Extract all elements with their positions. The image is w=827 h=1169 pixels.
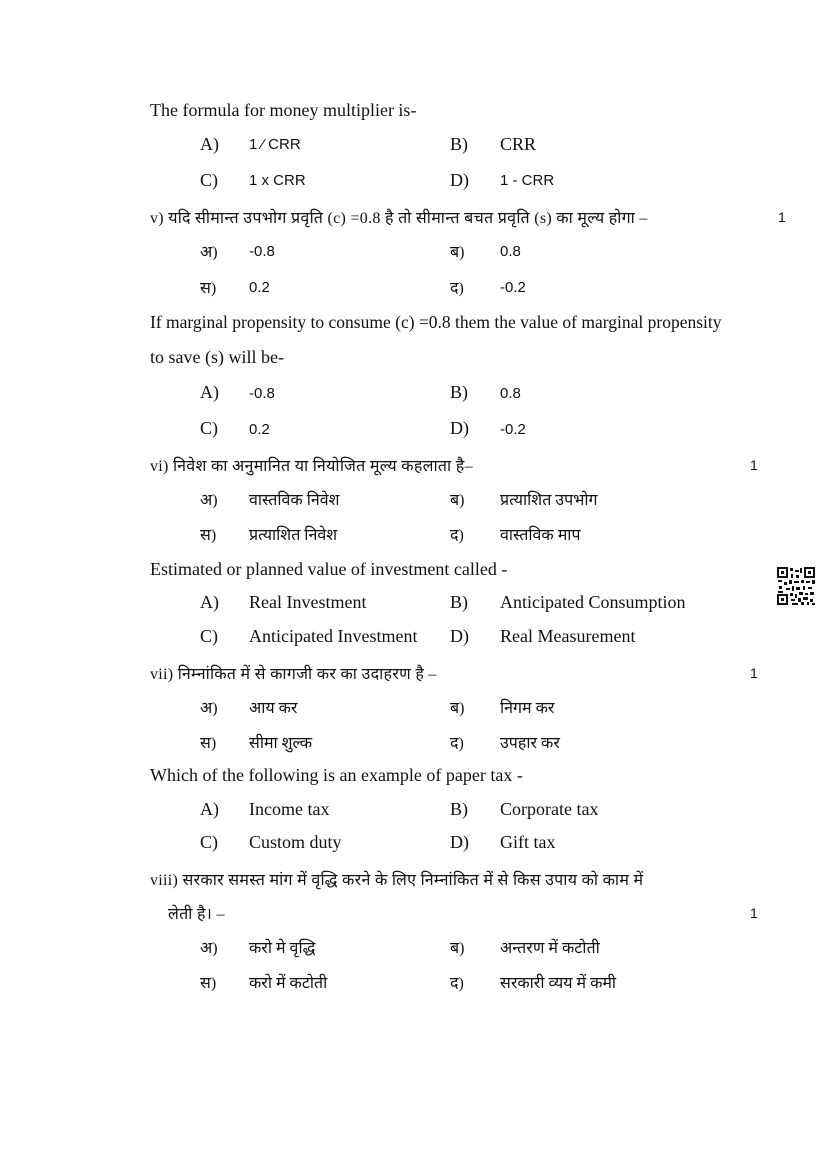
- option-text: प्रत्याशित निवेश: [249, 527, 338, 544]
- q5-en-stem-line2: to save (s) will be-: [150, 347, 284, 367]
- q6-hi-options-row1: [0, 488, 827, 512]
- option-label: द): [450, 527, 464, 544]
- q5-en-options-row2: [0, 418, 827, 442]
- q6-marks: 1: [750, 457, 758, 473]
- option-label: A): [200, 592, 219, 612]
- option-label: द): [450, 975, 464, 992]
- option-label: D): [450, 418, 469, 438]
- q8-hi-options-row2: [0, 971, 827, 995]
- q6-en-stem: Estimated or planned value of investment called -: [150, 559, 508, 579]
- option-text: Income tax: [249, 799, 330, 819]
- option-text: उपहार कर: [500, 735, 560, 752]
- q5-hi-stem: v) यदि सीमान्त उपभोग प्रवृति (c) =0.8 है तो सीमान्त बचत प्रवृति (s) का मूल्य होगा –: [150, 210, 648, 227]
- q6-en-options-row2: [0, 626, 827, 650]
- option-text: 0.8: [500, 243, 521, 260]
- option-label: ब): [450, 940, 465, 957]
- option-text: Real Measurement: [500, 626, 636, 646]
- option-label: B): [450, 799, 468, 819]
- q6-en-options-row1: [0, 592, 827, 616]
- q7-en-options-row2: [0, 832, 827, 856]
- q7-hi-options-row1: [0, 696, 827, 720]
- option-text: निगम कर: [500, 700, 555, 717]
- q5-marks: 1: [778, 209, 786, 225]
- option-text: 0.2: [249, 421, 270, 438]
- option-text: वास्तविक माप: [500, 527, 581, 544]
- option-label: B): [450, 592, 468, 612]
- option-label: B): [450, 382, 468, 402]
- option-text: 1 - CRR: [500, 172, 555, 189]
- option-text: -0.8: [249, 385, 275, 402]
- option-label: ब): [450, 700, 465, 717]
- option-text: CRR: [500, 134, 537, 154]
- q6-hi-stem: vi) निवेश का अनुमानित या नियोजित मूल्य कहलाता है–: [150, 458, 473, 475]
- option-text: सरकारी व्यय में कमी: [500, 975, 617, 992]
- option-text: प्रत्याशित उपभोग: [500, 492, 598, 509]
- option-label: अ): [200, 492, 218, 509]
- q8-hi-stem-line2: लेती है। –: [168, 906, 225, 923]
- q7-hi-stem: vii) निम्नांकित में से कागजी कर का उदाहरण है –: [150, 666, 437, 683]
- option-label: अ): [200, 244, 218, 261]
- option-text: Anticipated Consumption: [500, 592, 686, 612]
- q5-en-stem-line1: If marginal propensity to consume (c) =0.8 them the value of marginal propensity: [150, 312, 722, 332]
- option-text: Gift tax: [500, 832, 556, 852]
- option-text: वास्तविक निवेश: [249, 492, 340, 509]
- option-text: -0.8: [249, 243, 275, 260]
- option-label: ब): [450, 492, 465, 509]
- option-label: ब): [450, 244, 465, 261]
- option-label: C): [200, 418, 218, 438]
- option-label: A): [200, 134, 219, 154]
- option-text: Custom duty: [249, 832, 342, 852]
- option-label: D): [450, 170, 469, 190]
- option-label: अ): [200, 940, 218, 957]
- option-label: D): [450, 832, 469, 852]
- option-text: 0.8: [500, 385, 521, 402]
- q8-marks: 1: [750, 905, 758, 921]
- option-text: 0.2: [249, 279, 270, 296]
- option-text: -0.2: [500, 279, 526, 296]
- option-text: 1 x CRR: [249, 172, 306, 189]
- q4-en-options-row1: [0, 134, 827, 158]
- q4-en-stem: The formula for money multiplier is-: [150, 100, 417, 120]
- option-text: Real Investment: [249, 592, 367, 612]
- q5-hi-options-row1: [0, 240, 827, 264]
- option-text: करो मे वृद्धि: [249, 940, 316, 957]
- q5-hi-options-row2: [0, 276, 827, 300]
- option-label: A): [200, 382, 219, 402]
- option-label: C): [200, 170, 218, 190]
- q6-hi-options-row2: [0, 523, 827, 547]
- option-text: आय कर: [249, 700, 298, 717]
- option-label: D): [450, 626, 469, 646]
- option-text: Corporate tax: [500, 799, 599, 819]
- option-label: C): [200, 626, 218, 646]
- option-text: करो में कटोती: [249, 975, 328, 992]
- option-label: B): [450, 134, 468, 154]
- q8-hi-stem-line1: viii) सरकार समस्त मांग में वृद्धि करने के लिए निम्नांकित में से किस उपाय को काम में: [150, 872, 644, 889]
- option-text: सीमा शुल्क: [249, 735, 313, 752]
- q8-hi-options-row1: [0, 936, 827, 960]
- option-label: स): [200, 280, 217, 297]
- q7-marks: 1: [750, 665, 758, 681]
- option-text: 1 ⁄ CRR: [249, 136, 301, 153]
- q4-en-options-row2: [0, 170, 827, 194]
- option-text: -0.2: [500, 421, 526, 438]
- qr-code-icon: [776, 566, 816, 606]
- q7-en-stem: Which of the following is an example of paper tax -: [150, 765, 523, 785]
- option-label: स): [200, 975, 217, 992]
- option-text: अन्तरण में कटोती: [500, 940, 600, 957]
- q7-hi-options-row2: [0, 731, 827, 755]
- option-label: स): [200, 527, 217, 544]
- option-label: A): [200, 799, 219, 819]
- option-text: Anticipated Investment: [249, 626, 418, 646]
- option-label: द): [450, 735, 464, 752]
- option-label: स): [200, 735, 217, 752]
- q5-en-options-row1: [0, 382, 827, 406]
- option-label: द): [450, 280, 464, 297]
- option-label: अ): [200, 700, 218, 717]
- q7-en-options-row1: [0, 799, 827, 823]
- option-label: C): [200, 832, 218, 852]
